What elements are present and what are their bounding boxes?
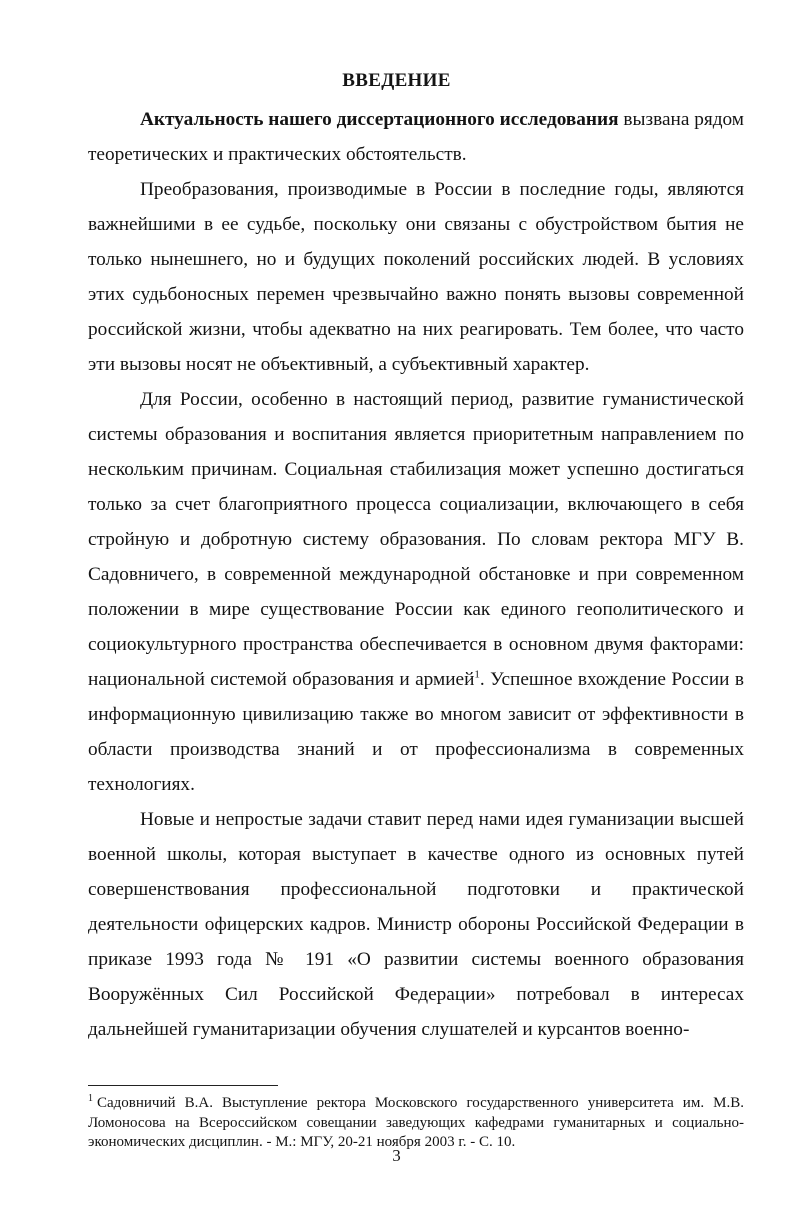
page-number: 3 bbox=[392, 1146, 401, 1165]
paragraph-3-part-1: Для России, особенно в настоящий период, развитие гуманистической системы образования и воспитания является приоритетным направлением по нескольким причинам. Социальная стабилизация может успешно достигаться только за счет благоприятного процесса социализации, включающего в себя стройную и добротную систему образования. По словам ректора МГУ В. Садовничего, в современной международной обстановке и при современном положении в мире существование России как единого геополитического и социокультурного пространства обеспечивается в основном двумя факторами: национальной системой образования и армией bbox=[88, 389, 744, 690]
paragraph-1 bbox=[88, 102, 744, 172]
paragraph-3-part-2: . Успешное вхождение России в информационную цивилизацию также во многом зависит от эффективности в области производства знаний и от профессионализма в современных технологиях. bbox=[88, 669, 744, 795]
paragraph-1-lead: Актуальность нашего диссертационного исследования bbox=[140, 109, 619, 130]
paragraph-2: Преобразования, производимые в России в последние годы, являются важнейшими в ее судьбе, поскольку они связаны с обустройством бытия не только нынешнего, но и будущих поколений российских людей. В условиях этих судьбоносных перемен чрезвычайно важно понять вызовы современной российской жизни, чтобы адекватно на них реагировать. Тем более, что часто эти вызовы носят не объективный, а субъективный характер. bbox=[88, 179, 744, 375]
section-title: ВВЕДЕНИЕ bbox=[342, 70, 451, 91]
body-text bbox=[88, 102, 744, 1047]
footnote-mark: 1 bbox=[88, 1093, 93, 1104]
paragraph-3 bbox=[88, 382, 744, 802]
paragraph-4: Новые и непростые задачи ставит перед нами идея гуманизации высшей военной школы, которая выступает в качестве одного из основных путей совершенствования профессиональной подготовки и практической деятельности офицерских кадров. Министр обороны Российской Федерации в приказе 1993 года № 191 «О развитии системы военного образования Вооружённых Сил Российской Федерации» потребовал в интересах дальнейшей гуманитаризации обучения слушателей и курсантов военно- bbox=[88, 809, 744, 1040]
footnote-reference: 1 bbox=[474, 668, 480, 681]
paragraph-1-rest: вызвана рядом теоретических и практических обстоятельств. bbox=[88, 109, 744, 165]
footnote-text: Садовничий В.А. Выступление ректора Московского государственного университета им. М.В. Ломоносова на Всероссийском совещании заведующих кафедрами гуманитарных и социально-экономических дисциплин. - М.: МГУ, 20-21 ноября 2003 г. - С. 10. bbox=[88, 1095, 744, 1150]
footnote bbox=[88, 1094, 744, 1153]
footnote-divider bbox=[88, 1085, 278, 1086]
